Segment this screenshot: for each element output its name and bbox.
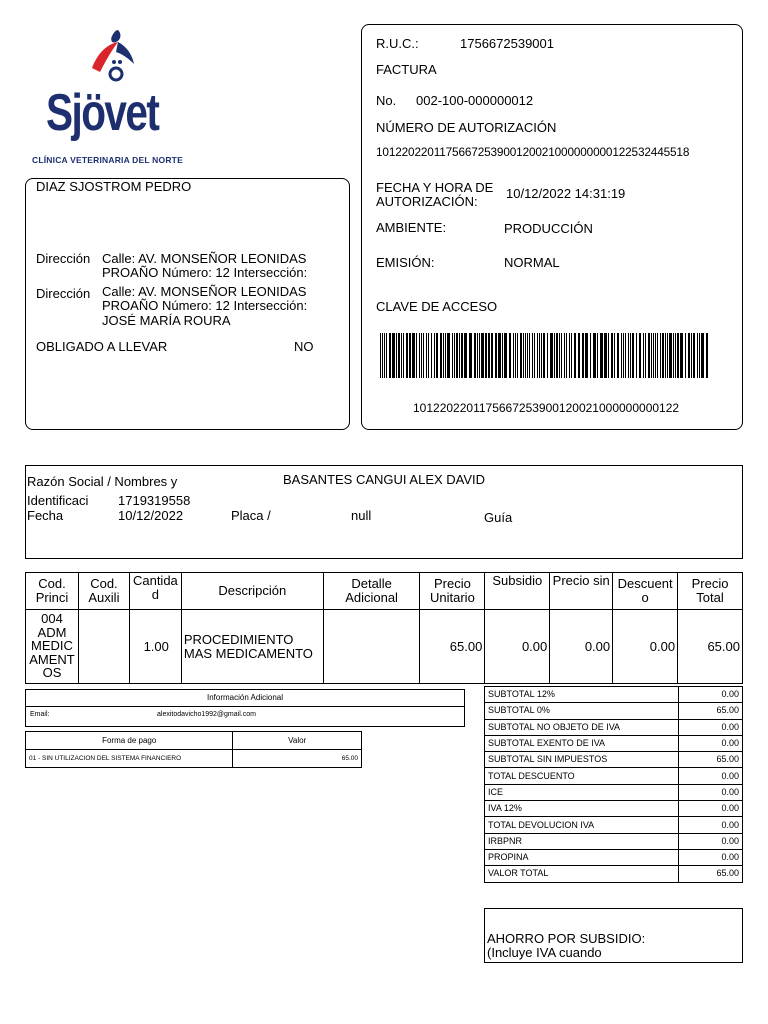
barcode-image bbox=[380, 333, 710, 378]
barcode-bar bbox=[398, 333, 400, 378]
email-label: Email: bbox=[30, 711, 50, 718]
barcode-bar bbox=[554, 333, 555, 378]
barcode-bar bbox=[543, 333, 545, 378]
payment-value-header: Valor bbox=[233, 732, 362, 750]
barcode-bar bbox=[380, 333, 381, 378]
barcode-bar bbox=[636, 333, 637, 378]
barcode-bar bbox=[401, 333, 402, 378]
cell-cod-auxiliar bbox=[78, 610, 129, 684]
totals-table bbox=[484, 686, 743, 883]
payment-method-header: Forma de pago bbox=[26, 732, 233, 750]
barcode-bar bbox=[630, 333, 631, 378]
barcode-bar bbox=[389, 333, 391, 378]
fecha-value: 10/12/2022 14:31:19 bbox=[506, 186, 626, 201]
barcode-bar bbox=[474, 333, 476, 378]
col-descuento: Descuent o bbox=[613, 573, 678, 610]
barcode-bar bbox=[436, 333, 438, 378]
barcode-bar bbox=[428, 333, 429, 378]
col-precio-sin: Precio sin bbox=[550, 573, 613, 610]
barcode-bar bbox=[685, 333, 686, 378]
barcode-bar bbox=[550, 333, 553, 378]
totals-row bbox=[485, 849, 743, 865]
totals-value: 0.00 bbox=[679, 801, 743, 817]
emitter-name: DIAZ SJOSTROM PEDRO bbox=[36, 179, 192, 194]
items-table bbox=[25, 572, 743, 684]
barcode-bar bbox=[617, 333, 619, 378]
barcode-bar bbox=[574, 333, 576, 378]
barcode-bar bbox=[680, 333, 683, 378]
barcode-bar bbox=[537, 333, 538, 378]
totals-row bbox=[485, 703, 743, 719]
barcode-bar bbox=[597, 333, 598, 378]
items-header-row bbox=[26, 573, 743, 610]
barcode-bar bbox=[541, 333, 542, 378]
logo-subtitle: CLÍNICA VETERINARIA DEL NORTE bbox=[32, 155, 183, 165]
totals-label: SUBTOTAL 0% bbox=[485, 703, 679, 719]
cell-cod-principal: 004 ADM MEDIC AMENT OS bbox=[26, 610, 79, 684]
totals-label: ICE bbox=[485, 784, 679, 800]
totals-row bbox=[485, 866, 743, 882]
obligado-label: OBLIGADO A LLEVAR bbox=[36, 339, 168, 354]
company-logo bbox=[30, 28, 195, 170]
obligado-value: NO bbox=[294, 339, 314, 354]
cell-descripcion: PROCEDIMIENTO MAS MEDICAMENTO bbox=[181, 610, 323, 684]
barcode-bar bbox=[419, 333, 420, 378]
totals-label: IVA 12% bbox=[485, 801, 679, 817]
totals-label: VALOR TOTAL bbox=[485, 866, 679, 882]
barcode-bar bbox=[643, 333, 644, 378]
barcode-bar bbox=[648, 333, 650, 378]
barcode-bar bbox=[564, 333, 565, 378]
barcode-bar bbox=[667, 333, 668, 378]
barcode-bar bbox=[532, 333, 533, 378]
placa-label: Placa / bbox=[231, 508, 271, 523]
razon-label: Razón Social / Nombres y bbox=[27, 474, 178, 489]
barcode-bar bbox=[632, 333, 634, 378]
emision-value: NORMAL bbox=[504, 255, 560, 270]
barcode-bar bbox=[527, 333, 528, 378]
col-cod-auxiliar: Cod. Auxili bbox=[78, 573, 129, 610]
col-cod-principal: Cod. Princi bbox=[26, 573, 79, 610]
barcode-bar bbox=[669, 333, 672, 378]
barcode-bar bbox=[600, 333, 603, 378]
barcode-bar bbox=[396, 333, 397, 378]
address-label-1: Dirección bbox=[36, 251, 91, 266]
barcode-bar bbox=[582, 333, 584, 378]
auth-label: NÚMERO DE AUTORIZACIÓN bbox=[376, 120, 557, 135]
totals-value: 0.00 bbox=[679, 687, 743, 703]
barcode-bar bbox=[498, 333, 501, 378]
totals-row bbox=[485, 752, 743, 768]
barcode-bar bbox=[386, 333, 387, 378]
totals-row bbox=[485, 833, 743, 849]
barcode-bar bbox=[464, 333, 467, 378]
barcode-bar bbox=[517, 333, 518, 378]
totals-value: 65.00 bbox=[679, 866, 743, 882]
barcode-bar bbox=[515, 333, 516, 378]
barcode-bar bbox=[485, 333, 487, 378]
additional-info-title: Información Adicional bbox=[206, 693, 284, 702]
barcode-bar bbox=[456, 333, 458, 378]
barcode-bar bbox=[426, 333, 427, 378]
totals-value: 0.00 bbox=[679, 849, 743, 865]
totals-label: IRBPNR bbox=[485, 833, 679, 849]
barcode-bar bbox=[443, 333, 444, 378]
payment-header-row bbox=[26, 732, 362, 750]
barcode-bar bbox=[403, 333, 404, 378]
cell-precio-total: 65.00 bbox=[678, 610, 743, 684]
barcode-bar bbox=[625, 333, 626, 378]
totals-label: SUBTOTAL 12% bbox=[485, 687, 679, 703]
col-subsidio: Subsidio bbox=[485, 573, 550, 610]
totals-value: 0.00 bbox=[679, 817, 743, 833]
barcode-bar bbox=[523, 333, 524, 378]
barcode-bar bbox=[675, 333, 676, 378]
barcode-bar bbox=[701, 333, 704, 378]
barcode-bar bbox=[454, 333, 455, 378]
ruc-label: R.U.C.: bbox=[376, 36, 419, 51]
totals-row bbox=[485, 735, 743, 751]
doc-type: FACTURA bbox=[376, 62, 437, 77]
barcode-bar bbox=[421, 333, 422, 378]
barcode-bar bbox=[502, 333, 503, 378]
barcode-bar bbox=[529, 333, 530, 378]
barcode-bar bbox=[688, 333, 690, 378]
barcode-bar bbox=[651, 333, 652, 378]
cell-subsidio: 0.00 bbox=[485, 610, 550, 684]
col-descripcion: Descripción bbox=[181, 573, 323, 610]
barcode-bar bbox=[653, 333, 654, 378]
barcode-bar bbox=[459, 333, 460, 378]
barcode-bar bbox=[677, 333, 679, 378]
barcode-bar bbox=[614, 333, 615, 378]
clave-label: CLAVE DE ACCESO bbox=[376, 299, 498, 314]
id-label: Identificaci bbox=[27, 493, 89, 508]
barcode-bar bbox=[645, 333, 646, 378]
barcode-bar bbox=[608, 333, 609, 378]
ambiente-value: PRODUCCIÓN bbox=[504, 221, 593, 236]
totals-row bbox=[485, 784, 743, 800]
barcode-bar bbox=[440, 333, 442, 378]
payment-value: 65.00 bbox=[233, 750, 362, 768]
col-precio-unitario: Precio Unitario bbox=[420, 573, 485, 610]
auth-number: 1012202201175667253900120021000000000122532445518 bbox=[376, 145, 690, 159]
payment-table bbox=[25, 731, 362, 768]
barcode-bar bbox=[639, 333, 641, 378]
clave-value: 1012202201175667253900120021000000000122 bbox=[413, 401, 680, 415]
address-label-2: Dirección bbox=[36, 286, 91, 301]
col-detalle: Detalle Adicional bbox=[323, 573, 420, 610]
barcode-bar bbox=[412, 333, 415, 378]
cell-cantidad: 1.00 bbox=[129, 610, 181, 684]
savings-label: AHORRO POR SUBSIDIO: bbox=[487, 931, 646, 946]
barcode-bar bbox=[447, 333, 450, 378]
address-2-line-1: Calle: AV. MONSEÑOR LEONIDAS bbox=[102, 284, 307, 299]
table-row bbox=[26, 610, 743, 684]
barcode-bar bbox=[673, 333, 674, 378]
barcode-bar bbox=[488, 333, 490, 378]
barcode-bar bbox=[520, 333, 522, 378]
barcode-bar bbox=[590, 333, 591, 378]
barcode-bar bbox=[423, 333, 424, 378]
address-1-line-1: Calle: AV. MONSEÑOR LEONIDAS bbox=[102, 251, 307, 266]
barcode-bar bbox=[569, 333, 570, 378]
placa-value: null bbox=[351, 508, 372, 523]
additional-info-divider bbox=[25, 706, 465, 707]
col-cantidad: Cantida d bbox=[129, 573, 181, 610]
barcode-bar bbox=[481, 333, 484, 378]
barcode-bar bbox=[477, 333, 478, 378]
barcode-bar bbox=[662, 333, 664, 378]
totals-label: TOTAL DESCUENTO bbox=[485, 768, 679, 784]
barcode-bar bbox=[657, 333, 658, 378]
ruc-value: 1756672539001 bbox=[460, 36, 554, 51]
totals-value: 65.00 bbox=[679, 752, 743, 768]
barcode-bar bbox=[706, 333, 708, 378]
savings-note: (Incluye IVA cuando bbox=[487, 945, 602, 960]
logo-wordmark: Sjövet bbox=[46, 84, 159, 142]
col-precio-total: Precio Total bbox=[678, 573, 743, 610]
barcode-bar bbox=[604, 333, 607, 378]
barcode-bar bbox=[660, 333, 661, 378]
fecha-label-line-2: AUTORIZACIÓN: bbox=[376, 194, 478, 209]
barcode-bar bbox=[697, 333, 698, 378]
barcode-bar bbox=[382, 333, 383, 378]
fecha-label-line-1: FECHA Y HORA DE bbox=[376, 180, 494, 195]
address-1-line-2: PROAÑO Número: 12 Intersección: bbox=[102, 265, 308, 280]
barcode-bar bbox=[445, 333, 446, 378]
totals-value: 65.00 bbox=[679, 703, 743, 719]
email-value: alexitodavicho1992@gmail.com bbox=[157, 711, 256, 718]
barcode-bar bbox=[665, 333, 666, 378]
barcode-bar bbox=[534, 333, 535, 378]
cell-detalle bbox=[323, 610, 420, 684]
totals-row bbox=[485, 719, 743, 735]
barcode-bar bbox=[409, 333, 411, 378]
barcode-bar bbox=[406, 333, 408, 378]
barcode-bar bbox=[611, 333, 613, 378]
ambiente-label: AMBIENTE: bbox=[376, 220, 447, 235]
barcode-bar bbox=[392, 333, 395, 378]
guia-label: Guía bbox=[484, 510, 513, 525]
barcode-bar bbox=[461, 333, 463, 378]
barcode-bar bbox=[509, 333, 511, 378]
address-2-line-3: JOSÉ MARÍA ROURA bbox=[102, 313, 231, 328]
barcode-bar bbox=[585, 333, 588, 378]
invoice-number: 002-100-000000012 bbox=[416, 93, 534, 108]
totals-label: TOTAL DEVOLUCION IVA bbox=[485, 817, 679, 833]
barcode-bar bbox=[384, 333, 385, 378]
barcode-bar bbox=[559, 333, 560, 378]
fecha-emision-label: Fecha bbox=[27, 508, 64, 523]
payment-method: 01 - SIN UTILIZACION DEL SISTEMA FINANCIERO bbox=[26, 750, 233, 768]
barcode-bar bbox=[578, 333, 580, 378]
invoice-number-label: No. bbox=[376, 93, 397, 108]
totals-value: 0.00 bbox=[679, 784, 743, 800]
barcode-bar bbox=[431, 333, 432, 378]
id-value: 1719319558 bbox=[118, 493, 191, 508]
cell-precio-unitario: 65.00 bbox=[420, 610, 485, 684]
barcode-bar bbox=[434, 333, 435, 378]
totals-value: 0.00 bbox=[679, 719, 743, 735]
totals-label: SUBTOTAL EXENTO DE IVA bbox=[485, 735, 679, 751]
emision-label: EMISIÓN: bbox=[376, 255, 435, 270]
barcode-bar bbox=[628, 333, 629, 378]
barcode-bar bbox=[416, 333, 417, 378]
barcode-bar bbox=[593, 333, 596, 378]
barcode-bar bbox=[655, 333, 656, 378]
barcode-bar bbox=[452, 333, 453, 378]
razon-value: BASANTES CANGUI ALEX DAVID bbox=[283, 472, 486, 487]
barcode-bar bbox=[491, 333, 493, 378]
barcode-bar bbox=[699, 333, 700, 378]
totals-label: SUBTOTAL NO OBJETO DE IVA bbox=[485, 719, 679, 735]
totals-label: SUBTOTAL SIN IMPUESTOS bbox=[485, 752, 679, 768]
barcode-bar bbox=[691, 333, 692, 378]
totals-value: 0.00 bbox=[679, 833, 743, 849]
cell-descuento: 0.00 bbox=[613, 610, 678, 684]
barcode-bar bbox=[525, 333, 526, 378]
totals-row bbox=[485, 817, 743, 833]
totals-label: PROPINA bbox=[485, 849, 679, 865]
barcode-bar bbox=[556, 333, 558, 378]
barcode-bar bbox=[513, 333, 514, 378]
cell-precio-sin: 0.00 bbox=[550, 610, 613, 684]
totals-row bbox=[485, 768, 743, 784]
barcode-bar bbox=[479, 333, 480, 378]
totals-value: 0.00 bbox=[679, 735, 743, 751]
address-2-line-2: PROAÑO Número: 12 Intersección: bbox=[102, 298, 308, 313]
barcode-bar bbox=[495, 333, 497, 378]
payment-row bbox=[26, 750, 362, 768]
barcode-bar bbox=[693, 333, 695, 378]
totals-row bbox=[485, 801, 743, 817]
barcode-bar bbox=[547, 333, 548, 378]
barcode-bar bbox=[623, 333, 624, 378]
totals-value: 0.00 bbox=[679, 768, 743, 784]
barcode-bar bbox=[571, 333, 572, 378]
fecha-emision-value: 10/12/2022 bbox=[118, 508, 184, 523]
barcode-bar bbox=[469, 333, 472, 378]
totals-row bbox=[485, 687, 743, 703]
barcode-bar bbox=[561, 333, 562, 378]
barcode-bar bbox=[566, 333, 567, 378]
barcode-bar bbox=[504, 333, 507, 378]
barcode-bar bbox=[621, 333, 622, 378]
barcode-bar bbox=[539, 333, 540, 378]
